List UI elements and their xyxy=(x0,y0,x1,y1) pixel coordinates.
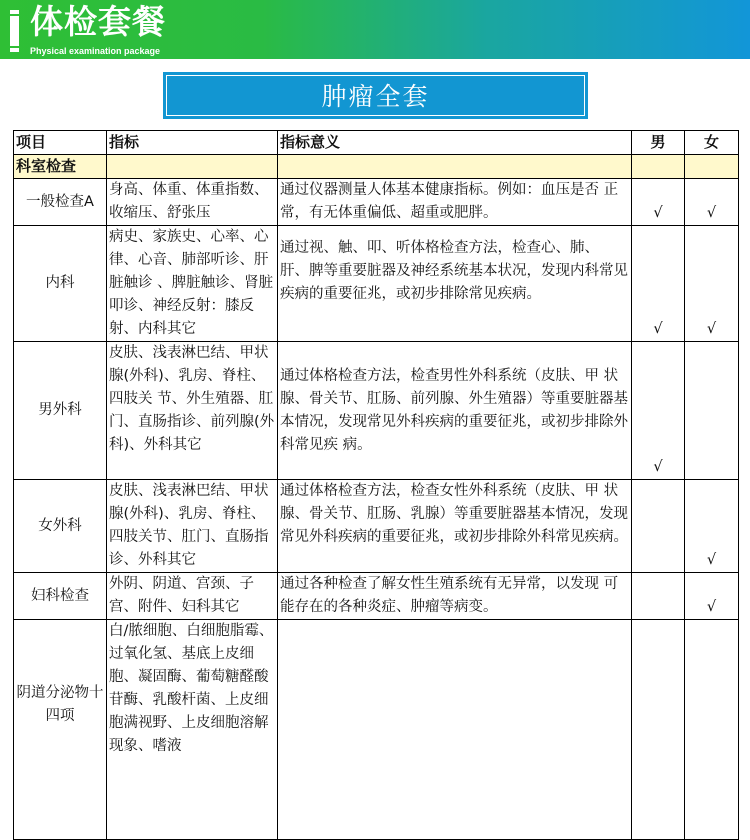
row-item: 妇科检查 xyxy=(14,573,107,620)
row-male-check: √ xyxy=(632,226,685,342)
row-meaning xyxy=(278,620,632,840)
header-male: 男 xyxy=(632,131,685,155)
row-female-check: √ xyxy=(685,226,739,342)
header-indicators: 指标 xyxy=(107,131,278,155)
section-cell xyxy=(278,155,632,179)
section-cell xyxy=(107,155,278,179)
section-row xyxy=(14,155,739,179)
package-table xyxy=(13,130,739,840)
row-item: 一般检查A xyxy=(14,179,107,226)
table-row xyxy=(14,179,739,226)
section-cell xyxy=(632,155,685,179)
row-indicators: 病史、家族史、心率、心律、心音、肺部听诊、肝脏触诊 、脾脏触诊、肾脏叩诊、神经反射：膝反射、内科其它 xyxy=(107,226,278,342)
row-meaning: 通过体格检查方法，检查男性外科系统（皮肤、甲 状腺、骨关节、肛肠、前列腺、外生殖器）等重要脏器基本情况，发现常见外科疾病的重要征兆，或初步排除外科常见疾 病。 xyxy=(278,342,632,480)
row-item: 内科 xyxy=(14,226,107,342)
header-banner xyxy=(0,0,750,59)
section-label: 科室检查 xyxy=(14,155,107,179)
table-row xyxy=(14,573,739,620)
header-female: 女 xyxy=(685,131,739,155)
row-male-check: √ xyxy=(632,342,685,480)
row-indicators: 白/脓细胞、白细胞脂霉、过氧化氢、基底上皮细胞、凝固酶、葡萄糖醛酸苷酶、乳酸杆菌、上皮细胞满视野、上皮细胞溶解现象、嗜液 xyxy=(107,620,278,840)
row-meaning: 通过体格检查方法，检查女性外科系统（皮肤、甲 状腺、骨关节、肛肠、乳腺）等重要脏器基本情况，发现常见外科疾病的重要征兆，或初步排除外科常见疾病。 xyxy=(278,480,632,573)
row-indicators: 皮肤、浅表淋巴结、甲状腺(外科)、乳房、脊柱、 四肢关节、肛门、直肠指诊、外科其它 xyxy=(107,480,278,573)
table-row xyxy=(14,620,739,840)
row-item: 女外科 xyxy=(14,480,107,573)
row-indicators: 外阴、阴道、宫颈、子宫、附件、妇科其它 xyxy=(107,573,278,620)
banner-subtitle: Physical examination package xyxy=(30,46,161,56)
row-male-check xyxy=(632,573,685,620)
section-cell xyxy=(685,155,739,179)
row-indicators: 身高、体重、体重指数、收缩压、舒张压 xyxy=(107,179,278,226)
row-item: 阴道分泌物十四项 xyxy=(14,620,107,840)
row-male-check xyxy=(632,480,685,573)
table-row xyxy=(14,480,739,573)
row-male-check xyxy=(632,620,685,840)
row-item: 男外科 xyxy=(14,342,107,480)
row-female-check: √ xyxy=(685,480,739,573)
header-meaning: 指标意义 xyxy=(278,131,632,155)
row-female-check xyxy=(685,342,739,480)
table-header xyxy=(14,131,739,155)
row-male-check: √ xyxy=(632,179,685,226)
table-row xyxy=(14,342,739,480)
row-indicators: 皮肤、浅表淋巴结、甲状腺(外科)、乳房、脊柱、四肢关 节、外生殖器、肛门、直肠指诊、前列腺(外科)、外科其它 xyxy=(107,342,278,480)
row-meaning: 通过视、触、叩、听体格检查方法，检查心、肺、 肝、脾等重要脏器及神经系统基本状况，发现内科常见疾病的重要征兆，或初步排除常见疾病。 xyxy=(278,226,632,342)
row-female-check: √ xyxy=(685,573,739,620)
row-meaning: 通过仪器测量人体基本健康指标。例如：血压是否 正常，有无体重偏低、超重或肥胖。 xyxy=(278,179,632,226)
package-title-box xyxy=(163,72,588,119)
banner-title: 体检套餐 xyxy=(30,2,166,41)
package-title: 肿瘤全套 xyxy=(166,75,585,116)
header-item: 项目 xyxy=(14,131,107,155)
row-female-check: √ xyxy=(685,179,739,226)
banner-logo-bar xyxy=(10,10,19,52)
row-female-check xyxy=(685,620,739,840)
row-meaning: 通过各种检查了解女性生殖系统有无异常，以发现 可能存在的各种炎症、肿瘤等病变。 xyxy=(278,573,632,620)
table-row xyxy=(14,226,739,342)
